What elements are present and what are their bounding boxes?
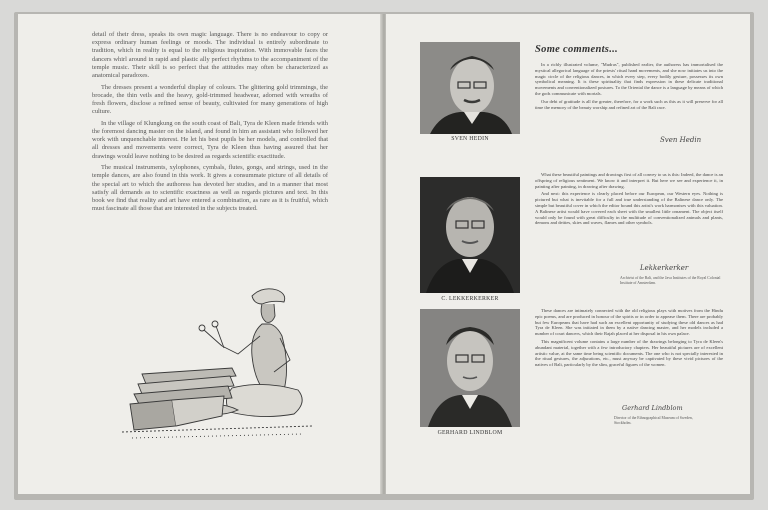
comment-paragraph: What these beautiful paintings and drawings first of all convey to us is this: Indeed, the dance is an offspring of religious sentiment. We know it and interpret it. But here we see and experience it, in painting after painting, in drawing after drawing.	[535, 172, 723, 189]
comment-paragraph: And next: this experience is clearly placed before our European, our Western eyes. Nothing is pictured but what is inevitable for a full and true understanding of the Balinese dance only. The simple but beautiful cover in which the editor bound this artist's work harmonises with this valuation. A Balinese artist would have covered each sheet with the smallest little ornament. The object itself would only be found with great difficulty in the multitude of conventionalized animals and plants, demons and deities, skies and waves, flames and other symbols.	[535, 191, 723, 226]
portrait-photo-gerhard-lindblom	[420, 309, 520, 427]
caption-gerhard-lindblom: GERHARD LINDBLOM	[437, 430, 503, 436]
left-paragraph: In the village of Klungkung on the south coast of Bali, Tyra de Kleen made friends with the foremost dancing master on the island, and found in him an assistant who followed her work with unquenchable interest. He let his best pupils be her models, and controlled that all dresses and movements were correct, Tyra de Kleen thus having assured that her drawings would leave nothing to be desired as regards scientific exactitude.	[92, 119, 328, 160]
note-lekkerkerker: Archivist of the Bali, and the Java Institutes of the Royal Colonial Institute of Amsterdam.	[620, 276, 721, 285]
caption-sven-hedin: SVEN HEDIN	[451, 136, 489, 142]
left-body-text	[92, 31, 328, 217]
left-paragraph: The dresses present a wonderful display of colours. The glittering gold trimmings, the brocade, the thin veils and the heavy, gold-trimmed headwear, adorned with wreaths of fresh flowers, disclose a refined sense of beauty, cultivated for many generations of high culture.	[92, 83, 328, 116]
comment-paragraph: These dances are intimately connected with the old religious plays with motives from the Hindu epic poems, and are produced in honour of the spirits or in order to appease them. There are probably but few Europeans that have had such an excellent opportunity of studying these old dances as had Tyra de Kleen. She was initiated in them by a native dancing master, and her models included a number of court dancers, which their Rajah placed at her disposal in his own palace.	[535, 308, 723, 337]
signature-lekkerkerker: Lekkerkerker	[640, 264, 689, 272]
comment-paragraph: This magnificent volume contains a large number of the drawings belonging to Tyra de Kleen's abundant material, together with a few introductory chapters. Her beautiful pictures are of excellent artistic value, at the same time being scientific documents. The one who is not specially interested in the ritual gestures, the adjurations, etc., must anyway be captivated by these vivid pictures of the natives of Bali, particularly by the slim, graceful figures of the women.	[535, 338, 723, 368]
comment-paragraph: In a richly illustrated volume, "Mudras", published earlier, the authoress has immortalised the mystical allegorical language of the priests' ritual hand movements, and she now initiates us into the magic circle of the religious dances, in which every step, every bodily gesture, possesses its own symbolical meaning. It is these spirituality that finds expression in these delicate traditional movements and conventionalized postures. To the Oriental the dance is a language by means of which the gods communicate with mortals.	[535, 62, 723, 96]
caption-lekkerkerker: C. LEKKERKERKER	[441, 296, 499, 302]
comment-sven-hedin	[535, 62, 723, 112]
comment-lekkerkerker	[535, 172, 723, 228]
comments-heading: Some comments...	[535, 44, 618, 55]
portrait-photo-lekkerkerker	[420, 177, 520, 293]
comment-gerhard-lindblom	[535, 308, 723, 370]
note-gerhard-lindblom: Director of the Ethnographical Museum of Sweden, Stockholm.	[614, 416, 693, 425]
signature-gerhard-lindblom: Gerhard Lindblom	[622, 404, 683, 412]
portrait-photo-sven-hedin	[420, 42, 520, 134]
left-paragraph: The musical instruments, xylophones, cymbals, flutes, gongs, and strings, used in the temple dances, are also found in this work. It gives a consummate picture of all details of the special art to which the authoress has devoted her studies, and in a manner that most satisfy all demands as to scientific exactness as well as regards pictures and text. In this book we find that reality and art have entered a combination, as rare as it is fruitful, which must fascinate all those that are interested in the subjects treated.	[92, 164, 328, 213]
musician-sketch-illustration	[112, 276, 324, 446]
left-paragraph: detail of their dress, speaks its own magic language. There is no endeavour to copy or express ordinary human feelings or moods. The individual is entirely subordinate to tradition, which in reality is equal to the religious inspiration. With immovable faces the dancers whirl around in rapid and plastic ally perfect rhythms to the accompaniment of the temple music. Their skill is so perfect that the attitudes may often be characterized as anatomical paradoxes.	[92, 31, 328, 80]
comment-paragraph: Our debt of gratitude is all the greater, therefore, for a work such as this as it will preserve for all time the memory of the beauty worship and refined art of the Bali race.	[535, 98, 723, 110]
signature-sven-hedin: Sven Hedin	[660, 136, 702, 144]
